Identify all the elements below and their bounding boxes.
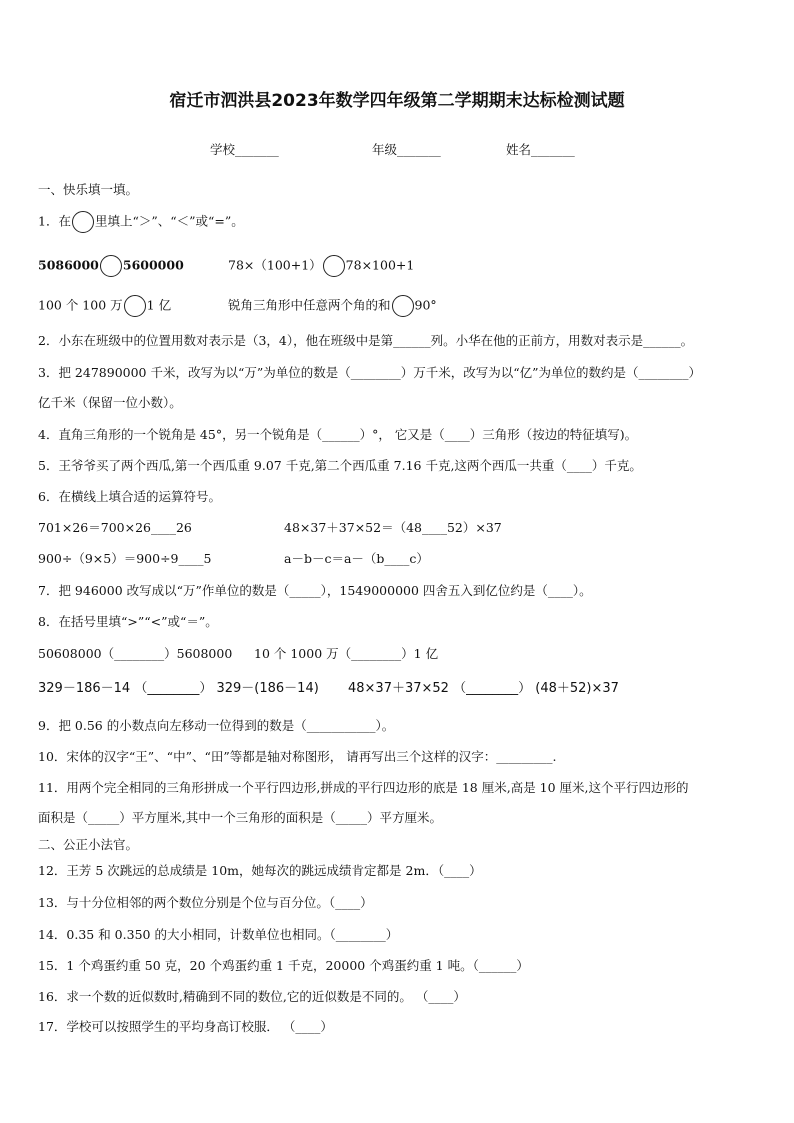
- blank-circle[interactable]: [72, 211, 94, 233]
- question-9: 9．把 0.56 的小数点向左移动一位得到的数是（___________）。: [38, 718, 395, 733]
- question-1-row-1a: 5086000 5600000: [38, 255, 184, 277]
- question-14: 14．0.35 和 0.350 的大小相同，计数单位也相同。（________）: [38, 927, 399, 942]
- question-6-stem: 6．在横线上填合适的运算符号。: [38, 489, 221, 504]
- question-6-row-2b: a－b－c＝a－（b____c）: [284, 551, 429, 566]
- grade-field: 年级_______: [372, 142, 441, 157]
- question-11-line-1: 11．用两个完全相同的三角形拼成一个平行四边形,拼成的平行四边形的底是 18 厘米,高是 10 厘米,这个平行四边形的: [38, 780, 689, 795]
- question-6-row-2a: 900÷（9×5）＝900÷9____5: [38, 551, 212, 566]
- name-field: 姓名_______: [506, 142, 575, 157]
- question-8-row-1b: 10 个 1000 万（________）1 亿: [254, 646, 439, 661]
- question-7: 7．把 946000 改写成以“万”作单位的数是（_____），1549000000 四舍五入到亿位约是（____）。: [38, 583, 592, 598]
- question-2: 2．小东在班级中的位置用数对表示是（3，4），他在班级中是第______列。小华在他的正前方，用数对表示是______。: [38, 333, 694, 348]
- question-8-row-2a: 329－186－14 （________） 329－(186－14): [38, 681, 319, 696]
- question-8-row-1a: 50608000（________）5608000: [38, 646, 233, 661]
- question-1-row-2a: 100 个 100 万 1 亿: [38, 295, 171, 317]
- blank-circle[interactable]: [100, 255, 122, 277]
- blank-circle[interactable]: [323, 255, 345, 277]
- question-6-row-1b: 48×37＋37×52＝（48____52）×37: [284, 520, 502, 535]
- question-8-stem: 8．在括号里填“>”“<”或“＝”。: [38, 614, 218, 629]
- section-heading-2: 二、公正小法官。: [38, 837, 139, 852]
- school-field: 学校_______: [210, 142, 279, 157]
- question-10: 10．宋体的汉字“王”、“中”、“田”等都是轴对称图形， 请再写出三个这样的汉字：_________.: [38, 749, 557, 764]
- question-6-row-1a: 701×26＝700×26____26: [38, 520, 192, 535]
- question-12: 12．王芳 5 次跳远的总成绩是 10m，她每次的跳远成绩肯定都是 2m．（____）: [38, 863, 482, 878]
- question-3-line-1: 3．把 247890000 千米，改写为以“万”为单位的数是（________）万千米，改写为以“亿”为单位的数约是（________）: [38, 365, 702, 380]
- question-17: 17．学校可以按照学生的平均身高订校服． （____）: [38, 1019, 333, 1034]
- question-16: 16．求一个数的近似数时,精确到不同的数位,它的近似数是不同的。 （____）: [38, 989, 466, 1004]
- question-1-stem: 1．在 里填上“＞”、“＜”或“=”。: [38, 211, 244, 233]
- question-11-line-2: 面积是（_____）平方厘米,其中一个三角形的面积是（_____）平方厘米。: [38, 810, 442, 825]
- page-title: 宿迁市泗洪县2023年数学四年级第二学期期末达标检测试题: [169, 91, 625, 111]
- question-5: 5．王爷爷买了两个西瓜,第一个西瓜重 9.07 千克,第二个西瓜重 7.16 千克,这两个西瓜一共重（____）千克。: [38, 458, 642, 473]
- question-1-row-1b: 78×（100+1） 78×100+1: [228, 255, 414, 277]
- question-3-line-2: 亿千米（保留一位小数）。: [38, 395, 182, 410]
- question-15: 15．1 个鸡蛋约重 50 克，20 个鸡蛋约重 1 千克，20000 个鸡蛋约重 1 吨。（______）: [38, 958, 529, 973]
- question-4: 4．直角三角形的一个锐角是 45°，另一个锐角是（______）°， 它又是（____）三角形（按边的特征填写)。: [38, 427, 638, 442]
- question-1-row-2b: 锐角三角形中任意两个角的和 90°: [228, 295, 437, 317]
- question-13: 13．与十分位相邻的两个数位分别是个位与百分位。（____）: [38, 895, 373, 910]
- question-8-row-2b: 48×37＋37×52 （________） (48＋52)×37: [348, 681, 619, 696]
- blank-circle[interactable]: [124, 295, 146, 317]
- section-heading-1: 一、快乐填一填。: [38, 182, 139, 197]
- blank-circle[interactable]: [392, 295, 414, 317]
